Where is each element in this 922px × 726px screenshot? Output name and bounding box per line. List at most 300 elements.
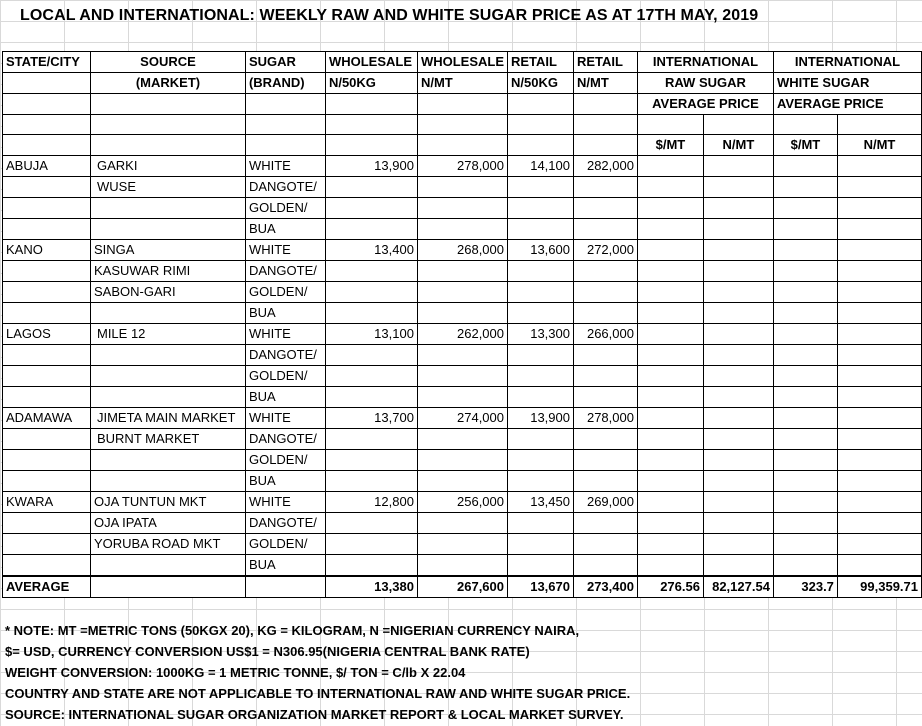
retail-50kg-cell[interactable]: 14,100	[508, 156, 574, 177]
wholesale-mt-cell[interactable]	[417, 282, 507, 303]
market-cell[interactable]: BURNT MARKET	[90, 429, 245, 450]
int-price-cell[interactable]	[837, 429, 921, 450]
retail-mt-cell[interactable]: 278,000	[573, 408, 637, 429]
header-wholesale-mt[interactable]: WHOLESALE	[417, 52, 507, 73]
state-cell[interactable]	[3, 345, 91, 366]
avg-raw-n[interactable]: 82,127.54	[703, 576, 773, 598]
header-wholesale-50kg[interactable]: WHOLESALE	[325, 52, 417, 73]
average-row	[3, 576, 922, 598]
int-price-cell[interactable]	[637, 429, 703, 450]
retail-50kg-cell[interactable]	[508, 177, 574, 198]
wholesale-50kg-cell[interactable]	[325, 555, 417, 577]
market-cell[interactable]: OJA IPATA	[90, 513, 245, 534]
int-price-cell[interactable]	[837, 198, 921, 219]
sheet-title: LOCAL AND INTERNATIONAL: WEEKLY RAW AND WHITE SUGAR PRICE AS AT 17TH MAY, 2019	[20, 7, 759, 24]
int-price-cell[interactable]	[703, 492, 773, 513]
int-price-cell[interactable]	[837, 366, 921, 387]
retail-mt-cell[interactable]	[573, 387, 637, 408]
wholesale-50kg-cell[interactable]	[325, 387, 417, 408]
int-price-cell[interactable]	[773, 324, 837, 345]
table-row	[3, 534, 922, 555]
table-row	[3, 303, 922, 324]
retail-mt-cell[interactable]	[573, 450, 637, 471]
table-row	[3, 471, 922, 492]
state-cell[interactable]: ADAMAWA	[3, 408, 91, 429]
int-price-cell[interactable]	[703, 513, 773, 534]
state-cell[interactable]	[3, 366, 91, 387]
table-row	[3, 408, 922, 429]
header-sugar-sub[interactable]: (BRAND)	[245, 73, 325, 94]
wholesale-50kg-cell[interactable]	[325, 219, 417, 240]
wholesale-mt-cell[interactable]: 268,000	[417, 240, 507, 261]
cell[interactable]	[508, 115, 574, 135]
wholesale-50kg-cell[interactable]	[325, 450, 417, 471]
brand-cell[interactable]: WHITE	[245, 492, 325, 513]
int-price-cell[interactable]	[837, 261, 921, 282]
table-row	[3, 177, 922, 198]
market-cell[interactable]	[90, 219, 245, 240]
state-cell[interactable]	[3, 513, 91, 534]
int-price-cell[interactable]	[837, 345, 921, 366]
wholesale-mt-cell[interactable]: 274,000	[417, 408, 507, 429]
wholesale-50kg-cell[interactable]	[325, 429, 417, 450]
int-price-cell[interactable]	[637, 492, 703, 513]
cell[interactable]	[637, 115, 703, 135]
retail-mt-cell[interactable]	[573, 219, 637, 240]
market-cell[interactable]: SINGA	[90, 240, 245, 261]
table-row	[3, 261, 922, 282]
int-price-cell[interactable]	[637, 219, 703, 240]
int-price-cell[interactable]	[703, 366, 773, 387]
wholesale-50kg-cell[interactable]	[325, 303, 417, 324]
avg-white-usd[interactable]: 323.7	[773, 576, 837, 598]
header-raw-usd-mt[interactable]: $/MT	[637, 135, 703, 156]
table-row	[3, 387, 922, 408]
retail-mt-cell[interactable]: 272,000	[573, 240, 637, 261]
cell[interactable]	[325, 115, 417, 135]
market-cell[interactable]	[90, 345, 245, 366]
int-price-cell[interactable]	[703, 345, 773, 366]
table-row	[3, 219, 922, 240]
wholesale-mt-cell[interactable]	[417, 198, 507, 219]
wholesale-mt-cell[interactable]	[417, 450, 507, 471]
int-price-cell[interactable]	[703, 324, 773, 345]
int-price-cell[interactable]	[637, 387, 703, 408]
header-source-sub[interactable]: (MARKET)	[90, 73, 245, 94]
state-cell[interactable]	[3, 429, 91, 450]
table-row	[3, 450, 922, 471]
int-price-cell[interactable]	[703, 219, 773, 240]
brand-cell[interactable]: GOLDEN/	[245, 366, 325, 387]
retail-mt-cell[interactable]	[573, 261, 637, 282]
cell[interactable]	[3, 94, 91, 115]
brand-cell[interactable]: WHITE	[245, 156, 325, 177]
int-price-cell[interactable]	[637, 471, 703, 492]
int-price-cell[interactable]	[703, 408, 773, 429]
cell[interactable]	[573, 94, 637, 115]
wholesale-50kg-cell[interactable]: 13,900	[325, 156, 417, 177]
header-raw-n-mt[interactable]: N/MT	[703, 135, 773, 156]
retail-mt-cell[interactable]: 266,000	[573, 324, 637, 345]
int-price-cell[interactable]	[837, 450, 921, 471]
retail-mt-cell[interactable]	[573, 282, 637, 303]
retail-50kg-cell[interactable]	[508, 282, 574, 303]
header-wholesale-50kg-unit[interactable]: N/50KG	[325, 73, 417, 94]
int-price-cell[interactable]	[637, 408, 703, 429]
footnotes	[5, 620, 630, 725]
header-retail-50kg[interactable]: RETAIL	[508, 52, 574, 73]
cell[interactable]	[3, 73, 91, 94]
market-cell[interactable]: GARKI	[90, 156, 245, 177]
market-cell[interactable]: WUSE	[90, 177, 245, 198]
state-cell[interactable]	[3, 387, 91, 408]
int-price-cell[interactable]	[703, 450, 773, 471]
avg-wholesale-mt[interactable]: 267,600	[417, 576, 507, 598]
state-cell[interactable]	[3, 555, 91, 577]
wholesale-mt-cell[interactable]	[417, 555, 507, 577]
state-cell[interactable]	[3, 450, 91, 471]
table-row	[3, 156, 922, 177]
brand-cell[interactable]: GOLDEN/	[245, 282, 325, 303]
int-price-cell[interactable]	[837, 177, 921, 198]
int-price-cell[interactable]	[773, 534, 837, 555]
int-price-cell[interactable]	[773, 282, 837, 303]
int-price-cell[interactable]	[637, 345, 703, 366]
wholesale-50kg-cell[interactable]	[325, 345, 417, 366]
int-price-cell[interactable]	[637, 198, 703, 219]
int-price-cell[interactable]	[703, 387, 773, 408]
cell[interactable]	[417, 94, 507, 115]
int-price-cell[interactable]	[703, 555, 773, 577]
avg-retail-mt[interactable]: 273,400	[573, 576, 637, 598]
note-line: WEIGHT CONVERSION: 1000KG = 1 METRIC TONNE, $/ TON = C/lb X 22.04	[5, 665, 466, 680]
wholesale-mt-cell[interactable]	[417, 387, 507, 408]
state-cell[interactable]	[3, 177, 91, 198]
brand-cell[interactable]: BUA	[245, 219, 325, 240]
int-price-cell[interactable]	[773, 156, 837, 177]
int-price-cell[interactable]	[637, 282, 703, 303]
market-cell[interactable]	[90, 450, 245, 471]
header-white-usd-mt[interactable]: $/MT	[773, 135, 837, 156]
cell[interactable]	[573, 135, 637, 156]
header-wholesale-mt-unit[interactable]: N/MT	[417, 73, 507, 94]
wholesale-50kg-cell[interactable]: 13,700	[325, 408, 417, 429]
avg-raw-usd[interactable]: 276.56	[637, 576, 703, 598]
int-price-cell[interactable]	[773, 492, 837, 513]
int-price-cell[interactable]	[773, 387, 837, 408]
int-price-cell[interactable]	[773, 555, 837, 577]
market-cell[interactable]: OJA TUNTUN MKT	[90, 492, 245, 513]
int-price-cell[interactable]	[837, 534, 921, 555]
market-cell[interactable]: JIMETA MAIN MARKET	[90, 408, 245, 429]
int-price-cell[interactable]	[837, 408, 921, 429]
cell[interactable]	[417, 135, 507, 156]
int-price-cell[interactable]	[773, 429, 837, 450]
int-price-cell[interactable]	[637, 261, 703, 282]
brand-cell[interactable]: WHITE	[245, 324, 325, 345]
header-retail-mt-unit[interactable]: N/MT	[573, 73, 637, 94]
brand-cell[interactable]: WHITE	[245, 408, 325, 429]
cell[interactable]	[3, 135, 91, 156]
wholesale-50kg-cell[interactable]	[325, 261, 417, 282]
market-cell[interactable]	[90, 387, 245, 408]
retail-50kg-cell[interactable]	[508, 366, 574, 387]
market-cell[interactable]: KASUWAR RIMI	[90, 261, 245, 282]
cell[interactable]	[508, 135, 574, 156]
retail-mt-cell[interactable]	[573, 303, 637, 324]
market-cell[interactable]: MILE 12	[90, 324, 245, 345]
retail-mt-cell[interactable]: 282,000	[573, 156, 637, 177]
int-price-cell[interactable]	[837, 282, 921, 303]
cell[interactable]	[325, 135, 417, 156]
int-price-cell[interactable]	[703, 471, 773, 492]
header-int-raw[interactable]: INTERNATIONAL	[637, 52, 773, 73]
state-cell[interactable]	[3, 534, 91, 555]
wholesale-mt-cell[interactable]	[417, 261, 507, 282]
retail-50kg-cell[interactable]: 13,450	[508, 492, 574, 513]
int-price-cell[interactable]	[837, 492, 921, 513]
int-price-cell[interactable]	[703, 198, 773, 219]
wholesale-mt-cell[interactable]	[417, 345, 507, 366]
int-price-cell[interactable]	[773, 345, 837, 366]
wholesale-50kg-cell[interactable]	[325, 513, 417, 534]
cell[interactable]	[90, 135, 245, 156]
int-price-cell[interactable]	[773, 177, 837, 198]
brand-cell[interactable]: GOLDEN/	[245, 450, 325, 471]
state-cell[interactable]: KANO	[3, 240, 91, 261]
header-int-white[interactable]: INTERNATIONAL	[773, 52, 921, 73]
int-price-cell[interactable]	[637, 366, 703, 387]
wholesale-50kg-cell[interactable]	[325, 366, 417, 387]
header-int-white-sub[interactable]: WHITE SUGAR	[773, 73, 921, 94]
cell[interactable]	[245, 135, 325, 156]
wholesale-50kg-cell[interactable]	[325, 471, 417, 492]
state-cell[interactable]	[3, 219, 91, 240]
int-price-cell[interactable]	[773, 471, 837, 492]
avg-retail-50kg[interactable]: 13,670	[508, 576, 574, 598]
market-cell[interactable]	[90, 198, 245, 219]
cell[interactable]	[325, 94, 417, 115]
retail-50kg-cell[interactable]	[508, 513, 574, 534]
state-cell[interactable]	[3, 303, 91, 324]
int-price-cell[interactable]	[637, 513, 703, 534]
average-label[interactable]: AVERAGE	[3, 576, 91, 598]
int-price-cell[interactable]	[703, 282, 773, 303]
market-cell[interactable]	[90, 366, 245, 387]
int-price-cell[interactable]	[637, 240, 703, 261]
brand-cell[interactable]: DANGOTE/	[245, 177, 325, 198]
retail-mt-cell[interactable]	[573, 345, 637, 366]
brand-cell[interactable]: BUA	[245, 303, 325, 324]
market-cell[interactable]: SABON-GARI	[90, 282, 245, 303]
int-price-cell[interactable]	[703, 177, 773, 198]
brand-cell[interactable]: BUA	[245, 555, 325, 577]
int-price-cell[interactable]	[637, 324, 703, 345]
int-price-cell[interactable]	[773, 513, 837, 534]
int-price-cell[interactable]	[773, 219, 837, 240]
cell[interactable]	[3, 115, 91, 135]
retail-50kg-cell[interactable]	[508, 450, 574, 471]
int-price-cell[interactable]	[837, 303, 921, 324]
wholesale-50kg-cell[interactable]: 13,100	[325, 324, 417, 345]
header-state[interactable]: STATE/CITY	[3, 52, 91, 73]
retail-mt-cell[interactable]	[573, 366, 637, 387]
header-int-raw-avg[interactable]: AVERAGE PRICE	[637, 94, 773, 115]
wholesale-mt-cell[interactable]	[417, 366, 507, 387]
brand-cell[interactable]: GOLDEN/	[245, 198, 325, 219]
int-price-cell[interactable]	[837, 240, 921, 261]
header-white-n-mt[interactable]: N/MT	[837, 135, 921, 156]
cell[interactable]	[245, 94, 325, 115]
cell[interactable]	[773, 115, 837, 135]
wholesale-50kg-cell[interactable]	[325, 534, 417, 555]
retail-mt-cell[interactable]	[573, 534, 637, 555]
retail-50kg-cell[interactable]	[508, 219, 574, 240]
int-price-cell[interactable]	[637, 303, 703, 324]
wholesale-mt-cell[interactable]: 256,000	[417, 492, 507, 513]
wholesale-50kg-cell[interactable]: 13,400	[325, 240, 417, 261]
retail-mt-cell[interactable]	[573, 198, 637, 219]
retail-50kg-cell[interactable]	[508, 198, 574, 219]
retail-50kg-cell[interactable]	[508, 303, 574, 324]
retail-50kg-cell[interactable]: 13,600	[508, 240, 574, 261]
int-price-cell[interactable]	[837, 324, 921, 345]
market-cell[interactable]	[90, 471, 245, 492]
retail-mt-cell[interactable]: 269,000	[573, 492, 637, 513]
retail-mt-cell[interactable]	[573, 513, 637, 534]
brand-cell[interactable]: BUA	[245, 387, 325, 408]
table-row	[3, 513, 922, 534]
wholesale-mt-cell[interactable]	[417, 471, 507, 492]
int-price-cell[interactable]	[703, 429, 773, 450]
retail-50kg-cell[interactable]	[508, 471, 574, 492]
state-cell[interactable]: ABUJA	[3, 156, 91, 177]
retail-50kg-cell[interactable]: 13,300	[508, 324, 574, 345]
market-cell[interactable]	[90, 303, 245, 324]
note-line: SOURCE: INTERNATIONAL SUGAR ORGANIZATION MARKET REPORT & LOCAL MARKET SURVEY.	[5, 707, 624, 722]
header-retail-50kg-unit[interactable]: N/50KG	[508, 73, 574, 94]
brand-cell[interactable]: DANGOTE/	[245, 261, 325, 282]
int-price-cell[interactable]	[837, 156, 921, 177]
header-int-white-avg[interactable]: AVERAGE PRICE	[773, 94, 921, 115]
int-price-cell[interactable]	[773, 450, 837, 471]
retail-mt-cell[interactable]	[573, 177, 637, 198]
cell[interactable]	[417, 115, 507, 135]
cell[interactable]	[837, 115, 921, 135]
state-cell[interactable]: LAGOS	[3, 324, 91, 345]
int-price-cell[interactable]	[703, 240, 773, 261]
int-price-cell[interactable]	[837, 219, 921, 240]
retail-50kg-cell[interactable]	[508, 534, 574, 555]
cell[interactable]	[573, 115, 637, 135]
table-row	[3, 555, 922, 577]
wholesale-50kg-cell[interactable]	[325, 198, 417, 219]
wholesale-50kg-cell[interactable]: 12,800	[325, 492, 417, 513]
int-price-cell[interactable]	[637, 177, 703, 198]
wholesale-mt-cell[interactable]	[417, 219, 507, 240]
int-price-cell[interactable]	[837, 513, 921, 534]
retail-50kg-cell[interactable]	[508, 261, 574, 282]
header-retail-mt[interactable]: RETAIL	[573, 52, 637, 73]
brand-cell[interactable]: DANGOTE/	[245, 429, 325, 450]
brand-cell[interactable]: DANGOTE/	[245, 345, 325, 366]
state-cell[interactable]	[3, 282, 91, 303]
wholesale-mt-cell[interactable]	[417, 513, 507, 534]
cell[interactable]	[508, 94, 574, 115]
int-price-cell[interactable]	[703, 156, 773, 177]
header-int-raw-sub[interactable]: RAW SUGAR	[637, 73, 773, 94]
avg-wholesale-50kg[interactable]: 13,380	[325, 576, 417, 598]
market-cell[interactable]	[90, 555, 245, 577]
wholesale-mt-cell[interactable]: 278,000	[417, 156, 507, 177]
int-price-cell[interactable]	[837, 387, 921, 408]
state-cell[interactable]	[3, 198, 91, 219]
int-price-cell[interactable]	[703, 534, 773, 555]
price-table	[2, 51, 922, 598]
header-source[interactable]: SOURCE	[90, 52, 245, 73]
note-line: COUNTRY AND STATE ARE NOT APPLICABLE TO INTERNATIONAL RAW AND WHITE SUGAR PRICE.	[5, 686, 631, 701]
retail-50kg-cell[interactable]	[508, 555, 574, 577]
state-cell[interactable]	[3, 471, 91, 492]
retail-50kg-cell[interactable]: 13,900	[508, 408, 574, 429]
int-price-cell[interactable]	[703, 261, 773, 282]
int-price-cell[interactable]	[773, 198, 837, 219]
cell[interactable]	[90, 115, 245, 135]
int-price-cell[interactable]	[637, 534, 703, 555]
state-cell[interactable]: KWARA	[3, 492, 91, 513]
wholesale-mt-cell[interactable]	[417, 303, 507, 324]
wholesale-50kg-cell[interactable]	[325, 177, 417, 198]
int-price-cell[interactable]	[703, 303, 773, 324]
int-price-cell[interactable]	[637, 156, 703, 177]
int-price-cell[interactable]	[773, 408, 837, 429]
table-row	[3, 492, 922, 513]
int-price-cell[interactable]	[773, 261, 837, 282]
cell[interactable]	[245, 576, 325, 598]
avg-white-n[interactable]: 99,359.71	[837, 576, 921, 598]
state-cell[interactable]	[3, 261, 91, 282]
brand-cell[interactable]: BUA	[245, 471, 325, 492]
brand-cell[interactable]: WHITE	[245, 240, 325, 261]
cell[interactable]	[245, 115, 325, 135]
wholesale-mt-cell[interactable]	[417, 177, 507, 198]
int-price-cell[interactable]	[637, 555, 703, 577]
retail-mt-cell[interactable]	[573, 429, 637, 450]
wholesale-mt-cell[interactable]	[417, 534, 507, 555]
int-price-cell[interactable]	[837, 555, 921, 577]
cell[interactable]	[90, 576, 245, 598]
wholesale-mt-cell[interactable]	[417, 429, 507, 450]
int-price-cell[interactable]	[637, 450, 703, 471]
brand-cell[interactable]: DANGOTE/	[245, 513, 325, 534]
int-price-cell[interactable]	[773, 303, 837, 324]
retail-50kg-cell[interactable]	[508, 429, 574, 450]
int-price-cell[interactable]	[773, 240, 837, 261]
cell[interactable]	[703, 115, 773, 135]
retail-mt-cell[interactable]	[573, 555, 637, 577]
cell[interactable]	[90, 94, 245, 115]
retail-50kg-cell[interactable]	[508, 345, 574, 366]
retail-mt-cell[interactable]	[573, 471, 637, 492]
wholesale-mt-cell[interactable]: 262,000	[417, 324, 507, 345]
int-price-cell[interactable]	[773, 366, 837, 387]
brand-cell[interactable]: GOLDEN/	[245, 534, 325, 555]
int-price-cell[interactable]	[837, 471, 921, 492]
wholesale-50kg-cell[interactable]	[325, 282, 417, 303]
retail-50kg-cell[interactable]	[508, 387, 574, 408]
header-sugar[interactable]: SUGAR	[245, 52, 325, 73]
market-cell[interactable]: YORUBA ROAD MKT	[90, 534, 245, 555]
